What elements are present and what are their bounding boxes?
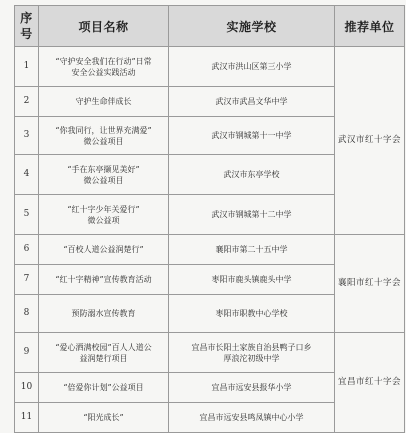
header-project: 项目名称 <box>39 6 169 47</box>
header-seq: 序号 <box>15 6 39 47</box>
school-name: 枣阳市职教中心学校 <box>169 295 335 333</box>
row-number: 4 <box>15 155 39 195</box>
table-row <box>15 47 405 87</box>
row-number: 2 <box>15 87 39 117</box>
row-number: 3 <box>15 117 39 155</box>
school-name: 宜昌市长阳土家族自治县鸭子口乡 厚浪沱初级中学 <box>169 333 335 373</box>
school-name: 襄阳市第二十五中学 <box>169 235 335 265</box>
project-name: “你我同行，让世界充满爱” 微公益项目 <box>39 117 169 155</box>
school-name: 武汉市东亭学校 <box>169 155 335 195</box>
project-name: “手在东亭撷见美好” 微公益项目 <box>39 155 169 195</box>
project-name: “爱心洒满校园”百人人道公 益润楚行项目 <box>39 333 169 373</box>
row-number: 7 <box>15 265 39 295</box>
row-number: 10 <box>15 373 39 403</box>
school-name: 武汉市洪山区第三小学 <box>169 47 335 87</box>
table-row <box>15 333 405 373</box>
row-number: 5 <box>15 195 39 235</box>
school-name: 宜昌市远安县报华小学 <box>169 373 335 403</box>
row-number: 6 <box>15 235 39 265</box>
project-name: “百校人道公益润楚行” <box>39 235 169 265</box>
school-name: 枣阳市鹿头镇鹿头中学 <box>169 265 335 295</box>
project-name: “守护安全我们在行动”日常 安全公益实践活动 <box>39 47 169 87</box>
project-table <box>14 5 405 433</box>
project-name: “阳光成长” <box>39 403 169 433</box>
project-name: 预防溺水宣传教育 <box>39 295 169 333</box>
row-number: 11 <box>15 403 39 433</box>
row-number: 8 <box>15 295 39 333</box>
row-number: 9 <box>15 333 39 373</box>
project-name: 守护生命伴成长 <box>39 87 169 117</box>
recommending-unit-wuhan: 武汉市红十字会 <box>335 47 405 235</box>
school-name: 武汉市武昌文华中学 <box>169 87 335 117</box>
table-header-row <box>15 6 405 47</box>
recommending-unit-xiangyang: 襄阳市红十字会 <box>335 235 405 333</box>
school-name: 武汉市钢城第十二中学 <box>169 195 335 235</box>
school-name: 武汉市钢城第十一中学 <box>169 117 335 155</box>
table-row <box>15 235 405 265</box>
project-name: “红十字少年关爱行” 微公益项 <box>39 195 169 235</box>
project-name: “红十字精神”宣传教育活动 <box>39 265 169 295</box>
recommending-unit-yichang: 宜昌市红十字会 <box>335 333 405 433</box>
header-school: 实施学校 <box>169 6 335 47</box>
project-name: “倍爱你计划”公益项目 <box>39 373 169 403</box>
school-name: 宜昌市远安县鸣凤镇中心小学 <box>169 403 335 433</box>
row-number: 1 <box>15 47 39 87</box>
header-unit: 推荐单位 <box>335 6 405 47</box>
